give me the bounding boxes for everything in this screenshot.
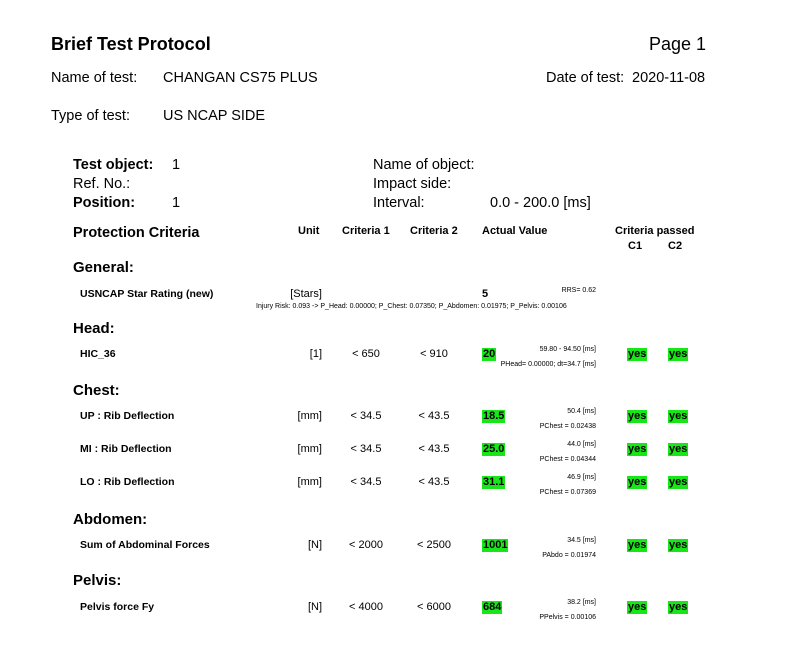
c1-passed-badge: yes — [628, 410, 647, 422]
probability-value: PPelvis = 0.00106 — [539, 614, 596, 621]
criteria-row-c2: < 2500 — [417, 539, 451, 551]
actual-value-badge: 684 — [483, 601, 502, 613]
c2-passed-badge: yes — [669, 539, 688, 551]
c2-passed-badge: yes — [669, 348, 688, 360]
position-label: Position: — [73, 195, 136, 211]
probability-value: PChest = 0.04344 — [539, 456, 596, 463]
c2-passed-badge: yes — [669, 443, 688, 455]
c2-passed-badge: yes — [669, 476, 688, 488]
criteria-passed-header: Criteria passed — [615, 225, 695, 237]
c1-passed-badge: yes — [628, 348, 647, 360]
criteria-row-c2: < 43.5 — [418, 476, 450, 488]
criteria-row-name: MI : Rib Deflection — [80, 443, 172, 455]
criteria-row-c1: < 4000 — [349, 601, 383, 613]
criteria-row-name: HIC_36 — [80, 348, 116, 360]
test-name-value: CHANGAN CS75 PLUS — [163, 70, 318, 86]
probability-value: PChest = 0.07369 — [539, 489, 596, 496]
test-date-label: Date of test: — [546, 70, 625, 86]
test-type-label: Type of test: — [51, 108, 130, 124]
criteria-row-c1: < 34.5 — [350, 476, 382, 488]
rrs-value: RRS= 0.62 — [561, 287, 596, 294]
criteria-row-c1: < 34.5 — [350, 443, 382, 455]
position-value: 1 — [172, 195, 181, 211]
measurement-time: 59.80 - 94.50 [ms] — [539, 346, 596, 353]
criteria2-column-header: Criteria 2 — [410, 225, 458, 237]
measurement-time: 44.0 [ms] — [567, 441, 596, 448]
c1-passed-badge: yes — [628, 601, 647, 613]
criteria-row-unit: [mm] — [297, 443, 322, 455]
impact-side-label: Impact side: — [373, 176, 452, 192]
c1-passed-badge: yes — [628, 443, 647, 455]
criteria-row-c1: < 2000 — [349, 539, 383, 551]
criteria-row-c2: < 6000 — [417, 601, 451, 613]
criteria-row-c2: < 43.5 — [418, 410, 450, 422]
measurement-time: 34.5 [ms] — [567, 537, 596, 544]
criteria-row-name: UP : Rib Deflection — [80, 410, 175, 422]
criteria-row-unit: [N] — [307, 601, 322, 613]
probability-value: PAbdo = 0.01974 — [542, 552, 596, 559]
measurement-time: 46.9 [ms] — [567, 474, 596, 481]
actual-value-badge: 1001 — [483, 539, 508, 551]
protection-criteria-heading: Protection Criteria — [73, 225, 200, 241]
c1-passed-badge: yes — [628, 539, 647, 551]
test-type-value: US NCAP SIDE — [163, 108, 266, 124]
page-number: Page 1 — [649, 34, 707, 54]
measurement-time: 38.2 [ms] — [567, 599, 596, 606]
criteria-row-c2: < 910 — [420, 348, 448, 360]
section-heading-pelvis: Pelvis: — [73, 572, 122, 589]
actual-value-badge: 18.5 — [483, 410, 505, 422]
test-date-value: 2020-11-08 — [632, 70, 706, 86]
actual-value-column-header: Actual Value — [482, 225, 548, 237]
c1-column-header: C1 — [628, 240, 643, 252]
injury-risk-text: Injury Risk: 0.093 -> P_Head: 0.00000; P_Chest: 0.07350; P_Abdomen: 0.01975; P_Pelvis: 0.00106 — [256, 303, 567, 310]
c1-passed-badge: yes — [628, 476, 647, 488]
name-of-object-label: Name of object: — [373, 157, 475, 173]
interval-label: Interval: — [373, 195, 425, 211]
star-rating-value: 5 — [482, 288, 489, 300]
interval-value: 0.0 - 200.0 [ms] — [490, 195, 591, 211]
c2-passed-badge: yes — [669, 410, 688, 422]
star-rating-unit: [Stars] — [290, 288, 322, 300]
probability-value: PChest = 0.02438 — [539, 423, 596, 430]
criteria-row-unit: [N] — [307, 539, 322, 551]
actual-value-badge: 25.0 — [483, 443, 505, 455]
probability-value: PHead= 0.00000; dt=34.7 [ms] — [500, 361, 596, 368]
c2-passed-badge: yes — [669, 601, 688, 613]
document-title: Brief Test Protocol — [51, 34, 211, 54]
measurement-time: 50.4 [ms] — [567, 408, 596, 415]
section-heading-head: Head: — [73, 320, 115, 337]
test-object-label: Test object: — [73, 157, 154, 173]
test-name-label: Name of test: — [51, 70, 138, 86]
criteria1-column-header: Criteria 1 — [342, 225, 390, 237]
section-heading-general: General: — [73, 259, 134, 276]
criteria-row-unit: [mm] — [297, 476, 322, 488]
section-heading-chest: Chest: — [73, 382, 120, 399]
ref-no-label: Ref. No.: — [73, 176, 131, 192]
criteria-row-c2: < 43.5 — [418, 443, 450, 455]
criteria-row-c1: < 34.5 — [350, 410, 382, 422]
actual-value-badge: 20 — [483, 348, 496, 360]
criteria-row-c1: < 650 — [352, 348, 380, 360]
criteria-row-name: Sum of Abdominal Forces — [80, 539, 210, 551]
criteria-row-unit: [1] — [309, 348, 322, 360]
unit-column-header: Unit — [298, 225, 320, 237]
criteria-row-name: Pelvis force Fy — [80, 601, 155, 613]
section-heading-abdomen: Abdomen: — [73, 511, 148, 528]
star-rating-name: USNCAP Star Rating (new) — [80, 288, 214, 300]
test-object-value: 1 — [172, 157, 181, 173]
actual-value-badge: 31.1 — [483, 476, 505, 488]
c2-column-header: C2 — [668, 240, 683, 252]
criteria-row-unit: [mm] — [297, 410, 322, 422]
criteria-row-name: LO : Rib Deflection — [80, 476, 175, 488]
